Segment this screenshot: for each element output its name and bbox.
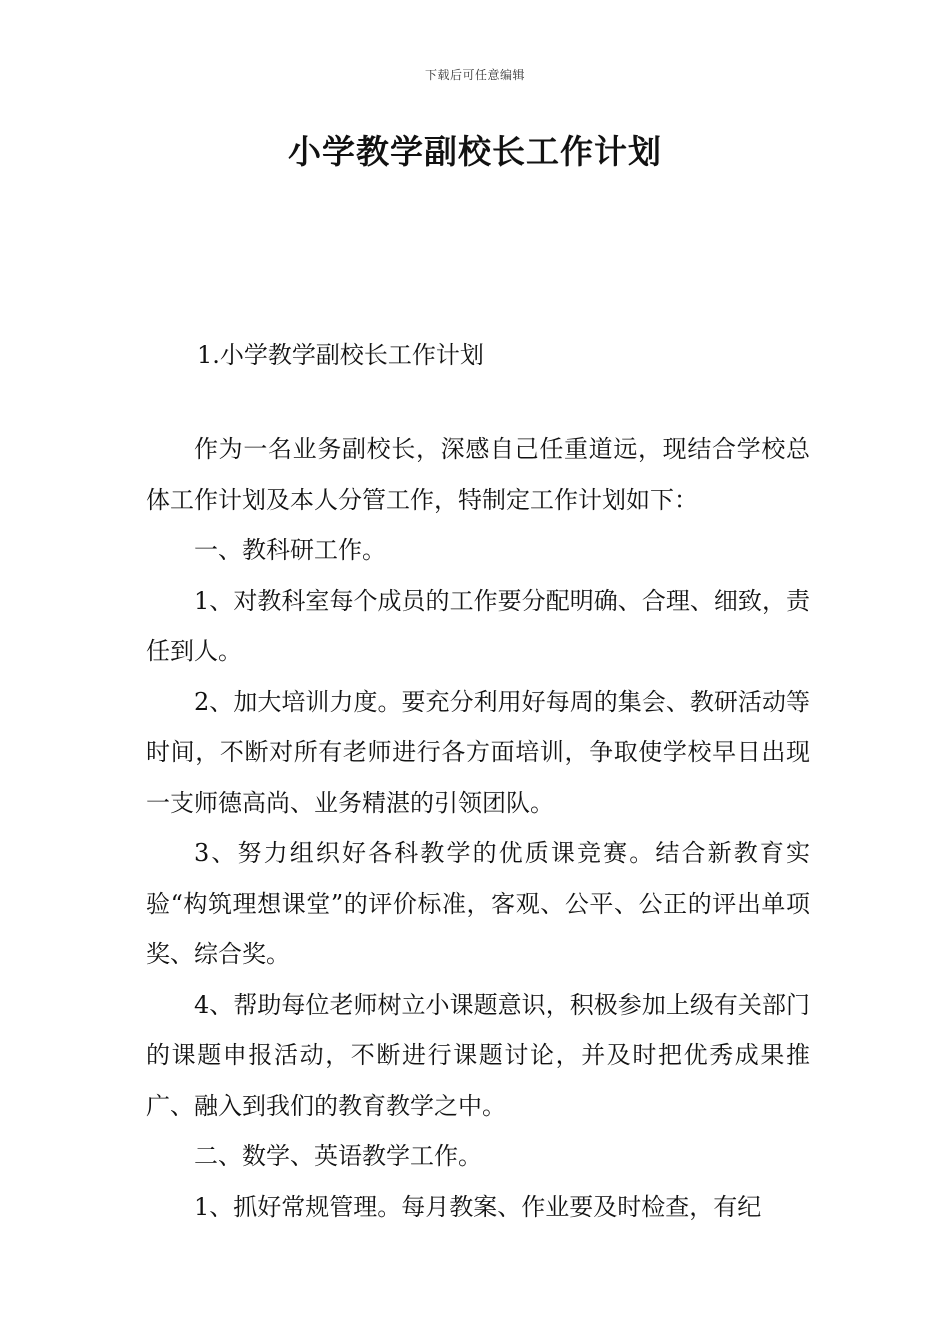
paragraph: 作为一名业务副校长，深感自己任重道远，现结合学校总体工作计划及本人分管工作，特制定工作计划如下： xyxy=(146,435,810,514)
document-title: 小学教学副校长工作计划 xyxy=(288,132,662,171)
section-heading: 1.小学教学副校长工作计划 xyxy=(197,341,484,369)
paragraph: 3、努力组织好各科教学的优质课竞赛。结合新教育实验“构筑理想课堂”的评价标准，客观、公平、公正的评出单项奖、综合奖。 xyxy=(146,839,810,968)
body-text xyxy=(146,424,810,1232)
paragraph: 1、抓好常规管理。每月教案、作业要及时检查，有纪 xyxy=(194,1192,762,1221)
paragraph: 4、帮助每位老师树立小课题意识，积极参加上级有关部门的课题申报活动，不断进行课题讨论，并及时把优秀成果推广、融入到我们的教育教学之中。 xyxy=(146,990,810,1120)
paragraph: 1、对教科室每个成员的工作要分配明确、合理、细致，责任到人。 xyxy=(146,586,810,665)
paragraph: 一、教科研工作。 xyxy=(194,536,386,564)
header-note: 下载后可任意编辑 xyxy=(424,68,525,82)
paragraph: 2、加大培训力度。要充分利用好每周的集会、教研活动等时间，不断对所有老师进行各方面培训，争取使学校早日出现一支师德高尚、业务精湛的引领团队。 xyxy=(146,687,810,817)
paragraph: 二、数学、英语教学工作。 xyxy=(194,1142,482,1170)
